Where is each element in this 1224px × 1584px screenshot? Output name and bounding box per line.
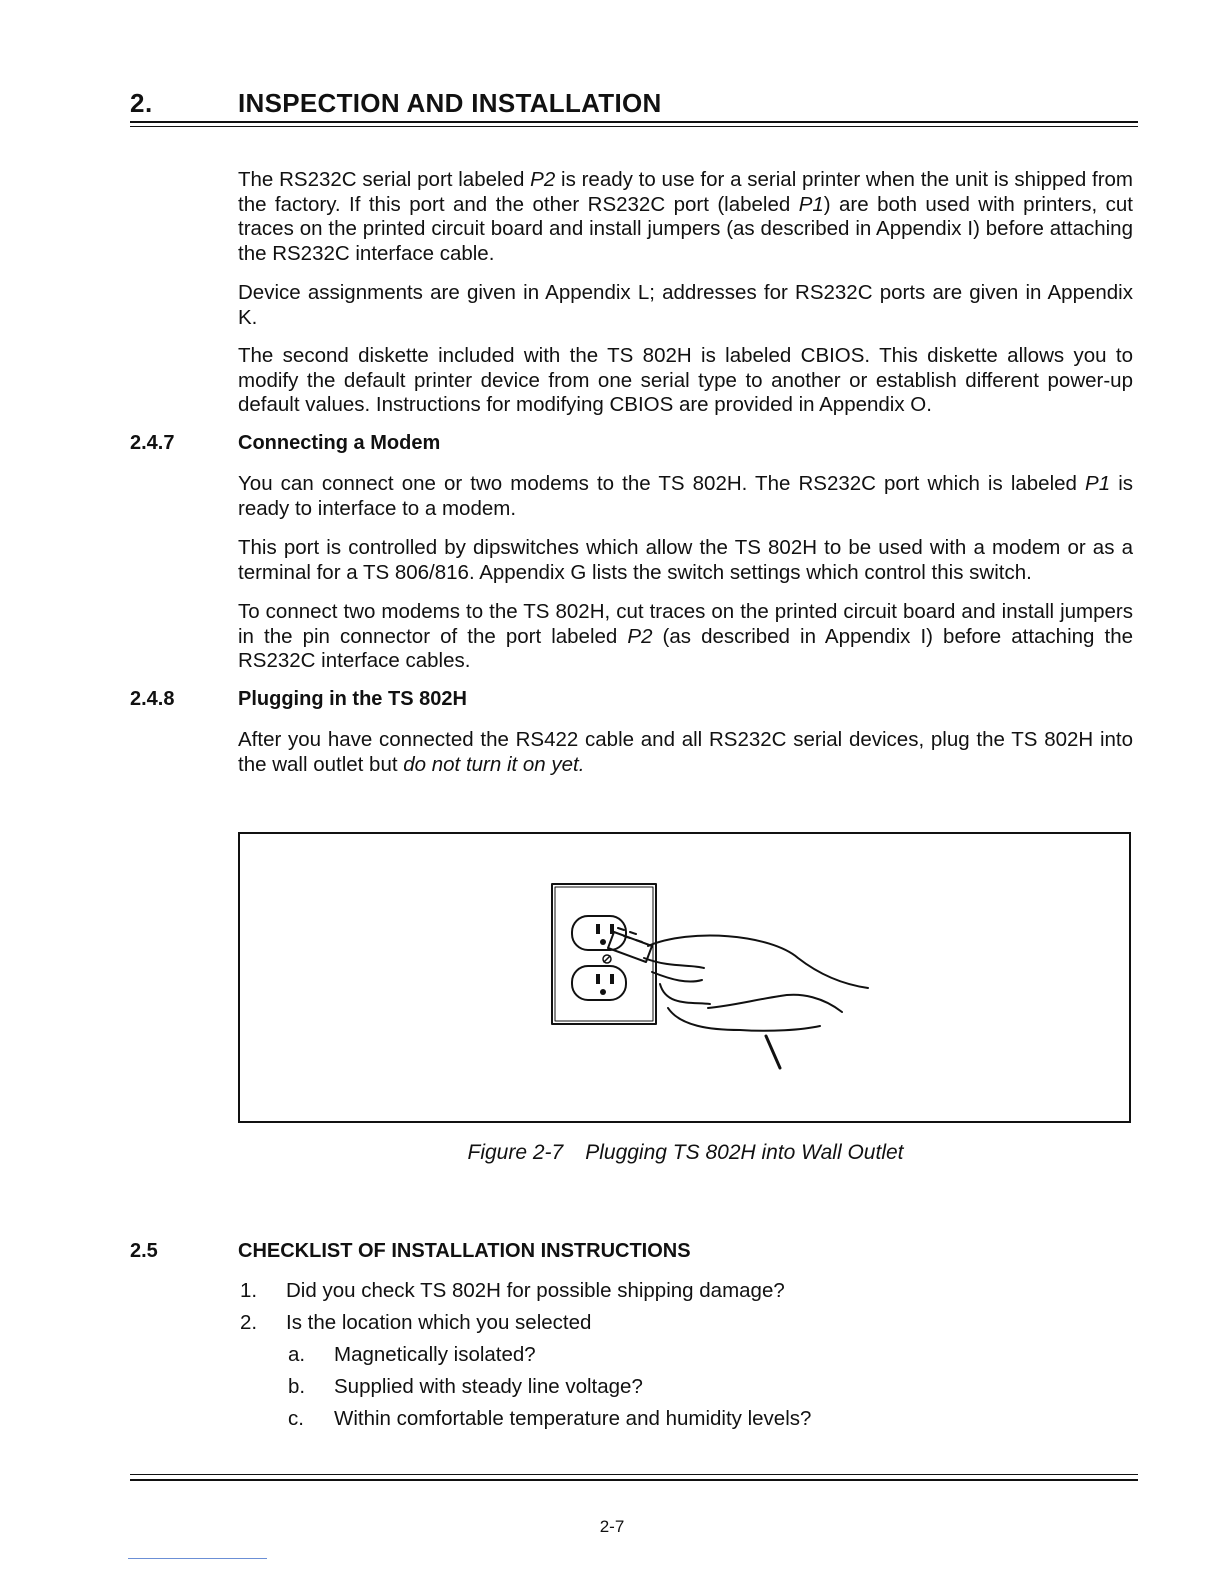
intro-paragraph-3 (238, 344, 1133, 418)
section-title-plugging-in: Plugging in the TS 802H (238, 688, 467, 710)
figure-caption-text: Plugging TS 802H into Wall Outlet (585, 1141, 904, 1164)
intro-paragraph-1 (238, 168, 1133, 266)
text-run: You can connect one or two modems to the TS 802H. The RS232C port which is labeled (238, 472, 1086, 495)
list-marker: 1. (240, 1279, 258, 1302)
page-number: 2-7 (599, 1517, 625, 1536)
chapter-title: INSPECTION AND INSTALLATION (238, 88, 662, 118)
text-run: The RS232C serial port labeled (238, 168, 531, 191)
list-marker: b. (288, 1375, 306, 1398)
list-item-text: Is the location which you selected (286, 1311, 592, 1334)
list-marker: 2. (240, 1311, 258, 1334)
scan-underline (128, 1558, 267, 1559)
header-rule (130, 121, 1138, 123)
text-run: is ready to interface to a modem. (238, 472, 1133, 520)
italic-run: P1 (1085, 472, 1111, 495)
text-run: is ready to use for a serial printer when the unit is shipped from the factory. If this port and the other RS232C port (labeled (238, 168, 1134, 216)
list-item-text: Magnetically isolated? (334, 1343, 536, 1366)
plugging-paragraph-1 (238, 728, 1133, 777)
modem-paragraph-1 (238, 472, 1133, 521)
italic-run: P2 (627, 624, 653, 648)
list-marker: a. (288, 1343, 306, 1366)
chapter-number: 2. (130, 88, 153, 118)
italic-run: P1 (798, 192, 824, 216)
wall-outlet-illustration (540, 876, 880, 1090)
header-rule-thin (130, 126, 1138, 127)
list-item-text: Did you check TS 802H for possible shipping damage? (286, 1279, 785, 1302)
intro-paragraph-2 (238, 281, 1133, 330)
list-item-text: Within comfortable temperature and humidity levels? (334, 1407, 812, 1430)
figure-number: Figure 2-7 (467, 1141, 564, 1164)
text-run: (as described in Appendix I) before attaching the RS232C interface cables. (238, 624, 1133, 672)
section-number-2-4-8: 2.4.8 (130, 688, 175, 710)
section-title-checklist: CHECKLIST OF INSTALLATION INSTRUCTIONS (238, 1240, 691, 1262)
text-run: ) are both used with printers, cut traces on the printed circuit board and install jumpers (as described in Appendix I) before attaching the RS232C interface cable. (238, 192, 1133, 265)
text-run: To connect two modems to the TS 802H, cut traces on the printed circuit board and install jumpers in the pin connector of the port labeled (238, 600, 1133, 648)
section-number-2-4-7: 2.4.7 (130, 432, 175, 454)
modem-paragraph-2 (238, 536, 1133, 585)
italic-run: do not turn it on yet. (403, 752, 585, 776)
section-title-connecting-modem: Connecting a Modem (238, 432, 441, 454)
figure-caption (238, 1141, 1133, 1165)
list-item-text: Supplied with steady line voltage? (334, 1375, 643, 1398)
text-run: The second diskette included with the TS 802H is labeled CBIOS. This diskette allows you to modify the default printer device from one serial type to another or establish different power-up default values. Instructions for modifying CBIOS are provided in Appendix O. (238, 344, 1133, 416)
section-number-2-5: 2.5 (130, 1240, 158, 1262)
text-run: Device assignments are given in Appendix L; addresses for RS232C ports are given in Appendix K. (238, 281, 1133, 329)
footer-rule-thin (130, 1474, 1138, 1475)
footer-rule (130, 1479, 1138, 1481)
text-run: After you have connected the RS422 cable and all RS232C serial devices, plug the TS 802H into the wall outlet but (238, 728, 1133, 776)
modem-paragraph-3 (238, 600, 1133, 674)
list-marker: c. (288, 1407, 304, 1430)
italic-run: P2 (530, 168, 556, 191)
text-run: This port is controlled by dipswitches which allow the TS 802H to be used with a modem or as a terminal for a TS 806/816. Appendix G lists the switch settings which control this switch. (238, 536, 1133, 584)
wall-plate (552, 884, 656, 1024)
